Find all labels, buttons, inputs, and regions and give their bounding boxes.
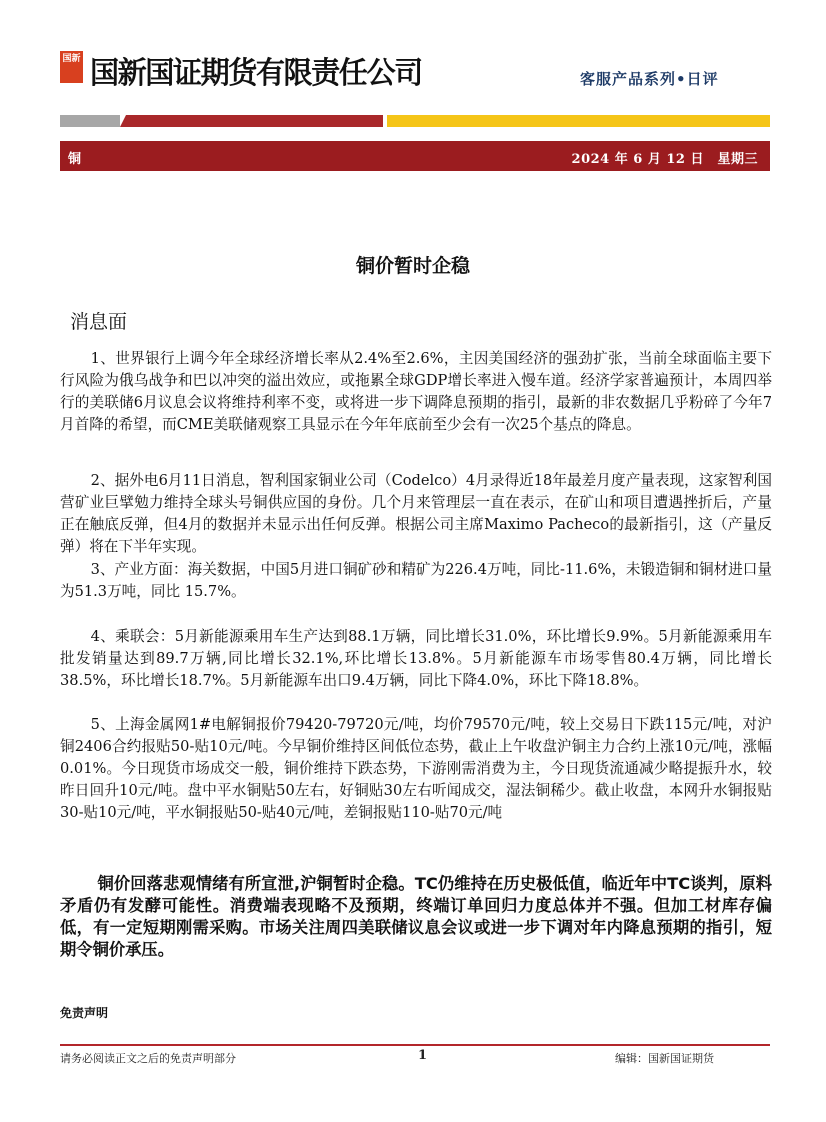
section-heading: 消息面 bbox=[70, 311, 128, 333]
company-name: 国新国证期货有限责任公司 bbox=[90, 56, 422, 91]
disclaimer-heading: 免责声明 bbox=[60, 1006, 109, 1020]
footer-editor: 编辑：国新国证期货 bbox=[615, 1052, 714, 1065]
news-paragraph-3: 3、产业方面：海关数据，中国5月进口铜矿砂和精矿为226.4万吨，同比-11.6%，未锻造铜和铜材进口量为51.3万吨，同比 15.7%。 bbox=[60, 561, 772, 600]
decorative-stripe bbox=[60, 115, 770, 127]
page-number: 1 bbox=[418, 1048, 428, 1063]
news-paragraph-2: 2、据外电6月11日消息，智利国家铜业公司（Codelco）4月录得近18年最差月度产量表现，这家智利国营矿业巨擘勉力维持全球头号铜供应国的身份。几个月来管理层一直在表示，在矿山和项目遭遇挫折后，产量正在触底反弹，但4月的数据并未显示出任何反弹。根据公司主席Maximo Pacheco的最新指引，这（产量反弹）将在下半年实现。 bbox=[60, 472, 772, 555]
header-band bbox=[60, 141, 770, 171]
footer-divider bbox=[60, 1044, 770, 1046]
company-logo bbox=[60, 51, 83, 83]
news-paragraph-1: 1、世界银行上调今年全球经济增长率从2.4%至2.6%，主因美国经济的强劲扩张，当前全球面临主要下行风险为俄乌战争和巴以冲突的溢出效应，或拖累全球GDP增长率进入慢车道。经济学家普遍预计，本周四举行的美联储6月议息会议将维持利率不变，或将进一步下调降息预期的指引，最新的非农数据几乎粉碎了今年7月首降的希望，而CME美联储观察工具显示在今年年底前至少会有一次25个基点的降息。 bbox=[60, 350, 772, 433]
news-paragraph-4: 4、乘联会：5月新能源乘用车生产达到88.1万辆，同比增长31.0%，环比增长9.9%。5月新能源乘用车批发销量达到89.7万辆,同比增长32.1%,环比增长13.8%。5月新能源车市场零售80.4万辆，同比增长38.5%，环比增长18.7%。5月新能源车出口9.4万辆，同比下降4.0%，环比下降18.8%。 bbox=[60, 628, 772, 689]
commodity-label: 铜 bbox=[68, 152, 82, 167]
report-series: 客服产品系列•日评 bbox=[580, 70, 719, 88]
market-summary: 铜价回落悲观情绪有所宣泄,沪铜暂时企稳。TC仍维持在历史极低值，临近年中TC谈判，原料矛盾仍有发酵可能性。消费端表现略不及预期，终端订单回归力度总体并不强。但加工材库存偏低，有一定短期刚需采购。市场关注周四美联储议息会议或进一步下调对年内降息预期的指引，短期令铜价承压。 bbox=[60, 874, 772, 959]
logo-text: 国新 bbox=[62, 54, 81, 64]
report-date: 2024 年 6 月 12 日 星期三 bbox=[571, 152, 758, 167]
news-paragraph-5: 5、上海金属网1#电解铜报价79420-79720元/吨，均价79570元/吨，较上交易日下跌115元/吨，对沪铜2406合约报贴50-贴10元/吨。今早铜价维持区间低位态势，截止上午收盘沪铜主力合约上涨10元/吨，涨幅0.01%。今日现货市场成交一般，铜价维持下跌态势，下游刚需消费为主，今日现货流通减少略提振升水，较昨日回升10元/吨。盘中平水铜贴50左右，好铜贴30左右听闻成交，湿法铜稀少。截止收盘，本网升水铜报贴30-贴10元/吨，平水铜报贴50-贴40元/吨，差铜报贴110-贴70元/吨 bbox=[60, 716, 772, 821]
report-title: 铜价暂时企稳 bbox=[355, 255, 470, 277]
footer-note: 请务必阅读正文之后的免责声明部分 bbox=[60, 1052, 236, 1065]
